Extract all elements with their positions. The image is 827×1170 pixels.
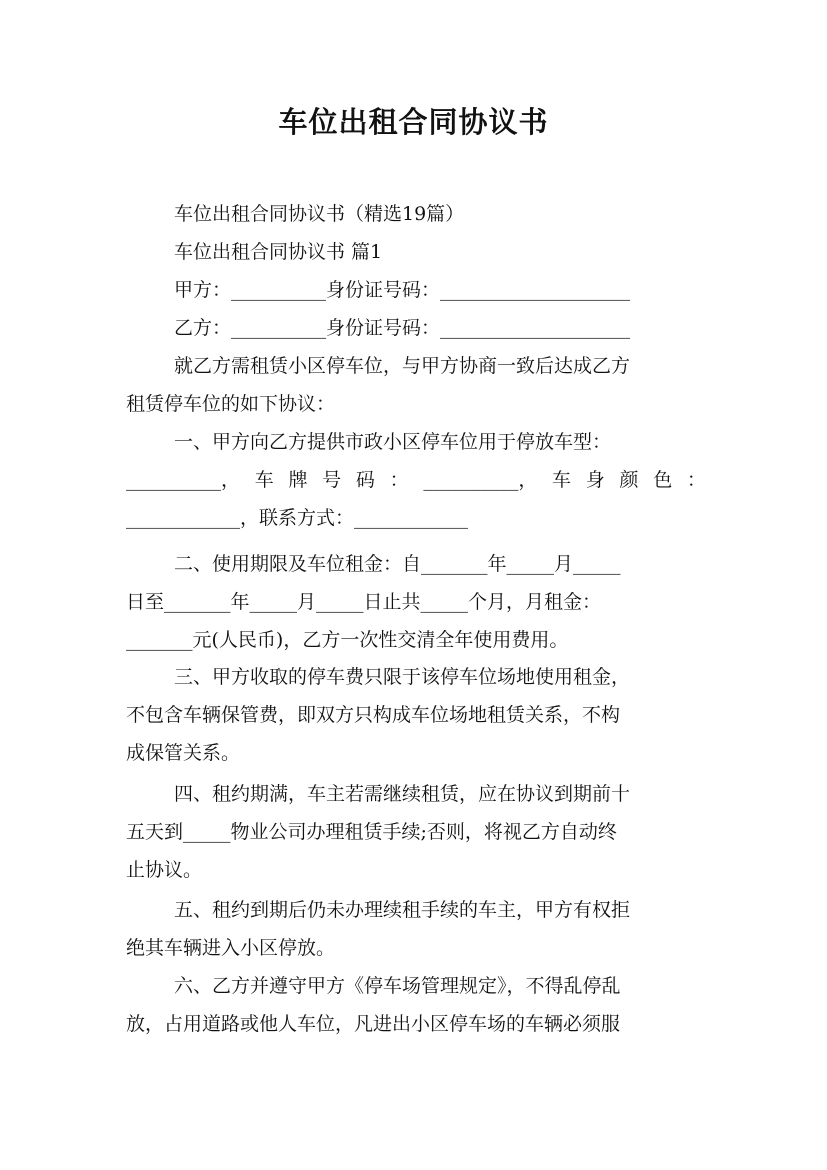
clause-1-segment: 身 <box>585 469 605 491</box>
clause-4-paragraph <box>126 775 706 889</box>
section-heading-paragraph <box>126 233 706 271</box>
clause-6-paragraph <box>126 967 706 1043</box>
intro-line: 租赁停车位的如下协议： <box>126 393 336 415</box>
clause-5-paragraph <box>126 891 706 967</box>
section-heading: 车位出租合同协议书 篇1 <box>174 241 383 263</box>
clause-1-segment: ： <box>389 469 409 491</box>
party-b-line: 乙方：__________身份证号码：____________________ <box>174 317 631 339</box>
clause-1-segment: ： <box>686 469 706 491</box>
clause-3-line: 三、甲方收取的停车费只限于该停车位场地使用租金， <box>174 666 631 688</box>
party-a-paragraph <box>126 271 706 309</box>
clause-3-line: 不包含车辆保管费，即双方只构成车位场地租赁关系，不构 <box>126 704 621 726</box>
clause-1-line: 一、甲方向乙方提供市政小区停车位用于停放车型： <box>174 431 612 453</box>
clause-4-line: 五天到_____物业公司办理租赁手续;否则，将视乙方自动终 <box>126 821 617 843</box>
clause-6-line: 六、乙方并遵守甲方《停车场管理规定》，不得乱停乱 <box>174 975 621 997</box>
clause-6-line: 放，占用道路或他人车位，凡进出小区停车场的车辆必须服 <box>126 1013 621 1035</box>
intro-line: 就乙方需租赁小区停车位，与甲方协商一致后达成乙方 <box>174 355 631 377</box>
clause-2-line: _______元(人民币)，乙方一次性交清全年使用费用。 <box>126 629 569 651</box>
clause-1-justified-line <box>126 461 706 499</box>
party-a-line: 甲方：__________身份证号码：____________________ <box>174 279 631 301</box>
clause-1-segment: 车 <box>552 469 572 491</box>
subtitle-paragraph <box>126 195 706 233</box>
document-title: 车位出租合同协议书 <box>278 105 549 139</box>
subtitle-line: 车位出租合同协议书（精选19篇） <box>174 203 465 225</box>
clause-2-line: 日至_______年_____月_____日止共_____个月，月租金： <box>126 591 602 613</box>
clause-1-segment: __________， <box>423 469 538 491</box>
clause-1-segment: 色 <box>653 469 673 491</box>
clause-1-segment: __________， <box>126 469 241 491</box>
clause-1-segment: 码 <box>355 469 375 491</box>
clause-1-segment: 号 <box>322 469 342 491</box>
clause-4-line: 四、租约期满，车主若需继续租赁，应在协议到期前十 <box>174 783 631 805</box>
intro-paragraph <box>126 347 706 423</box>
clause-5-line: 五、租约到期后仍未办理续租手续的车主，甲方有权拒 <box>174 899 631 921</box>
clause-1-segment: 颜 <box>619 469 639 491</box>
clause-3-paragraph <box>126 658 706 772</box>
clause-1-line: ____________，联系方式：____________ <box>126 507 469 529</box>
clause-3-line: 成保管关系。 <box>126 742 241 764</box>
party-b-paragraph <box>126 309 706 347</box>
clause-1-segment: 车 <box>254 469 274 491</box>
clause-5-line: 绝其车辆进入小区停放。 <box>126 937 336 959</box>
clause-1-paragraph <box>126 423 706 537</box>
clause-1-segment: 牌 <box>288 469 308 491</box>
clause-2-line: 二、使用期限及车位租金：自_______年_____月_____ <box>174 553 621 575</box>
clause-2-paragraph <box>126 545 706 659</box>
clause-4-line: 止协议。 <box>126 859 203 881</box>
